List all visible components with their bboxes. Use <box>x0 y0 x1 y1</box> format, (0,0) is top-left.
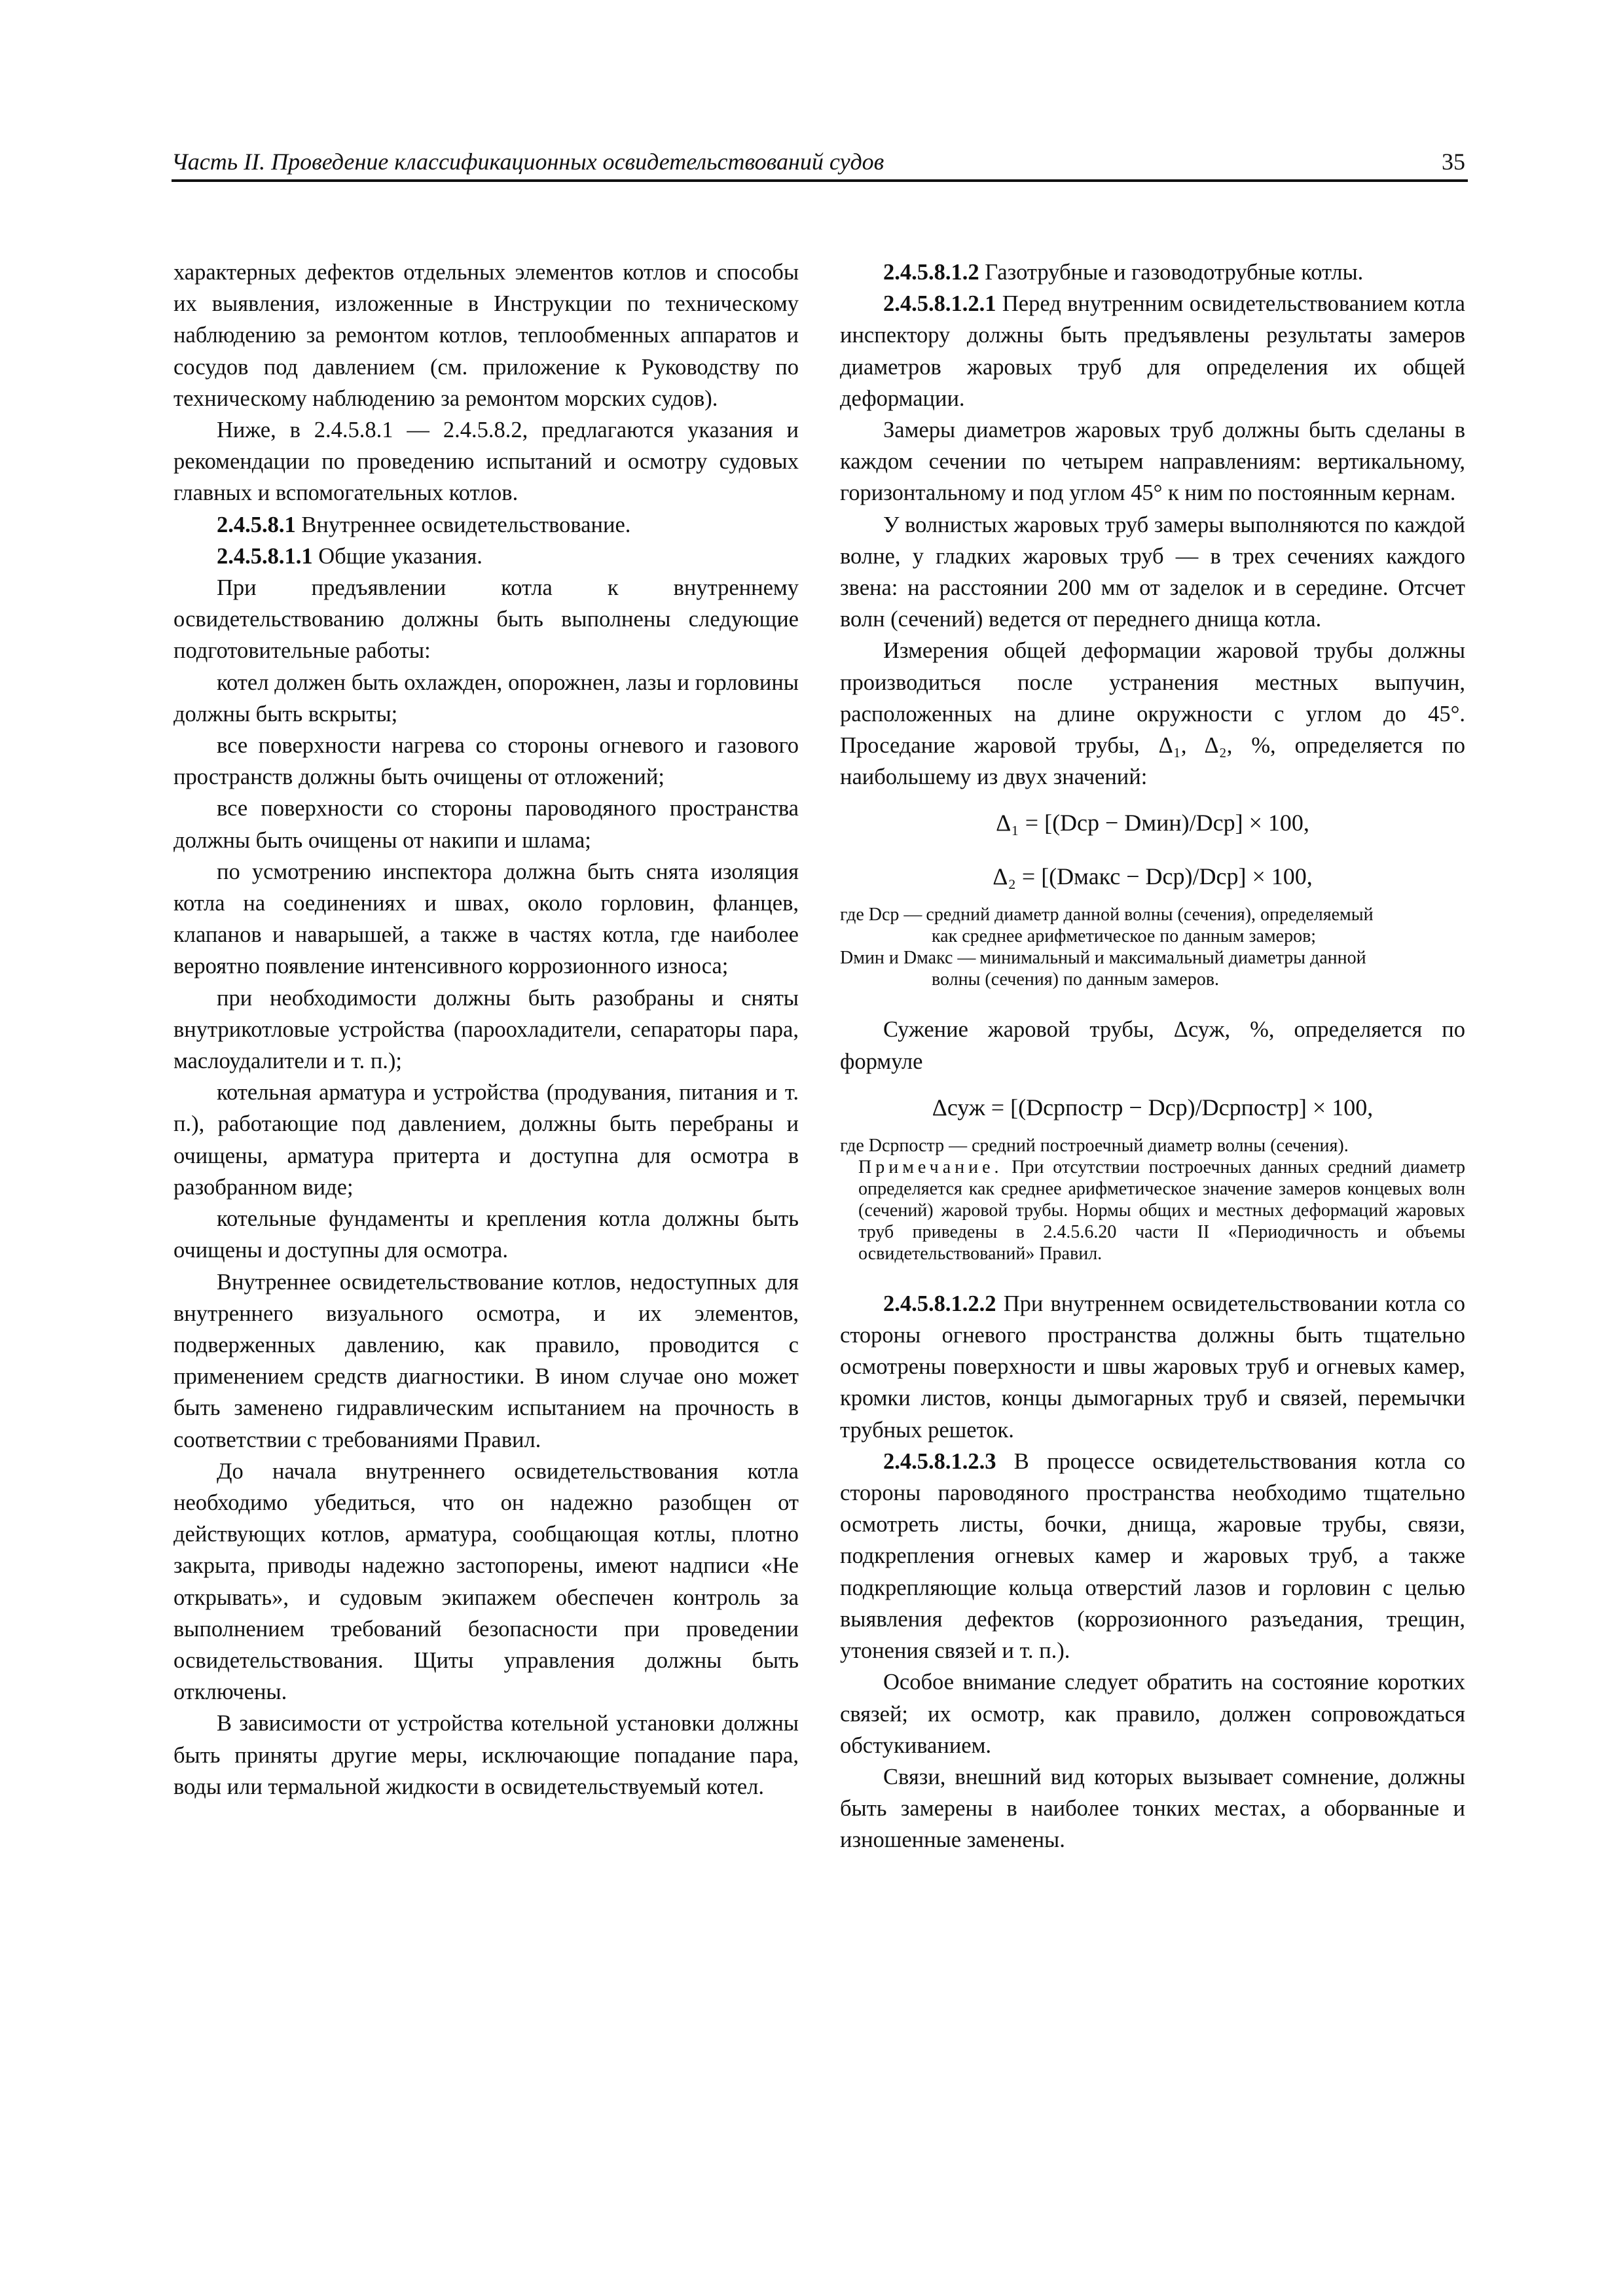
list-item: при необходимости должны быть разобраны и сняты внутрикотловые устройства (пароохладители, сепараторы пара, маслоудалители и т. п.); <box>173 985 799 1074</box>
note-text: При отсутствии построечных данных средний диаметр определяется как среднее арифметическое значение замеров концевых волн (сечений) жаровой трубы. Нормы общих и местных деформаций жаровых труб приведены в 2.4.5.6.20 части II «Периодичность и объемы освидетельствований» Правил. <box>858 1157 1465 1264</box>
left-column <box>173 257 799 1803</box>
section-heading <box>173 509 799 541</box>
formula-narrowing: Δсуж = [(Dсрпостр − Dср)/Dсрпостр] × 100, <box>932 1094 1374 1121</box>
section-number: 2.4.5.8.1 <box>217 512 296 537</box>
right-column <box>840 257 1465 1856</box>
section-number: 2.4.5.8.1.2.1 <box>883 291 996 317</box>
paragraph: Сужение жаровой трубы, Δсуж, %, определяется по формуле <box>840 1017 1465 1074</box>
page-number: 35 <box>1442 149 1465 175</box>
list-item: все поверхности нагрева со стороны огневого и газового пространств должны быть очищены от отложений; <box>173 733 799 790</box>
definition-text: минимальный и максимальный диаметры данной <box>979 948 1366 969</box>
paragraph <box>840 1288 1465 1446</box>
section-number: 2.4.5.8.1.2.2 <box>883 1291 996 1316</box>
paragraph <box>840 288 1465 414</box>
definitions <box>840 904 1465 990</box>
section-number: 2.4.5.8.1.1 <box>217 543 313 569</box>
list-item: котельная арматура и устройства (продувания, питания и т. п.), работающие под давлением, должны быть перебраны и очищены, арматура притерта и доступна для осмотра в разобранном виде; <box>173 1080 799 1200</box>
page-header <box>172 145 1468 182</box>
list-item: по усмотрению инспектора должна быть снята изоляция котла на соединениях и швах, около горловин, фланцев, клапанов и наварышей, а также в частях котла, где наиболее вероятно появление интенсивного коррозионного износа; <box>173 859 799 979</box>
paragraph: Особое внимание следует обратить на состояние коротких связей; их осмотр, как правило, должен сопровождаться обстукиванием. <box>840 1670 1465 1758</box>
paragraph: Связи, внешний вид которых вызывает сомнение, должны быть замерены в наиболее тонких местах, а оборванные и изношенные заменены. <box>840 1764 1465 1853</box>
section-title: Общие указания. <box>312 543 483 569</box>
paragraph: При предъявлении котла к внутреннему освидетельствованию должны быть выполнены следующие подготовительные работы: <box>173 575 799 664</box>
section-heading <box>840 257 1465 288</box>
list-item: котельные фундаменты и крепления котла должны быть очищены и доступны для осмотра. <box>173 1206 799 1263</box>
definition-text: где Dсрпостр — средний построечный диаметр волны (сечения). <box>840 1135 1349 1156</box>
definition-term: где Dср — <box>840 905 922 925</box>
paragraph-text: Перед внутренним освидетельствованием котла инспектору должны быть предъявлены результаты замеров диаметров жаровых труб для определения их общей деформации. <box>840 291 1465 411</box>
paragraph-text: В процессе освидетельствования котла со стороны пароводяного пространства необходимо тщательно осмотреть листы, бочки, днища, жаровые трубы, связи, подкрепления огневых камер и жаровых труб, а также подкрепляющие кольца отверстий лазов и горловин с целью выявления дефектов (коррозионного разъедания, трещин, утонения связей и т. п.). <box>840 1448 1465 1664</box>
paragraph: Замеры диаметров жаровых труб должны быть сделаны в каждом сечении по четырем направлениям: вертикальному, горизонтальному и под углом 45° к ним по постоянным кернам. <box>840 418 1465 506</box>
paragraph <box>840 1446 1465 1666</box>
note-label: Примечание. <box>858 1157 1003 1177</box>
section-title: Газотрубные и газоводотрубные котлы. <box>979 260 1364 285</box>
list-item: все поверхности со стороны пароводяного пространства должны быть очищены от накипи и шлама; <box>173 796 799 853</box>
definition-text: как среднее арифметическое по данным замеров; <box>932 926 1317 947</box>
formula-delta1: Δ₁ = [(Dср − Dмин)/Dср] × 100, <box>996 810 1309 836</box>
paragraph-text: При внутреннем освидетельствовании котла со стороны огневого пространства должны быть тщательно осмотрены поверхности и швы жаровых труб и огневых камер, кромки листов, концы дымогарных труб и связей, перемычки трубных решеток. <box>840 1291 1465 1443</box>
section-number: 2.4.5.8.1.2.3 <box>883 1448 996 1474</box>
paragraph: У волнистых жаровых труб замеры выполняются по каждой волне, у гладких жаровых труб — в трех сечениях каждого звена: на расстоянии 200 мм от заделок и в середине. Отсчет волн (сечений) ведется от переднего днища котла. <box>840 512 1465 632</box>
definition-term: Dмин и Dмакс — <box>840 948 976 969</box>
list-item: котел должен быть охлажден, опорожнен, лазы и горловины должны быть вскрыты; <box>173 670 799 726</box>
section-title: Внутреннее освидетельствование. <box>295 512 631 537</box>
definition-text: средний диаметр данной волны (сечения), определяемый <box>926 905 1374 925</box>
section-number: 2.4.5.8.1.2 <box>883 260 979 285</box>
formula-delta2: Δ₂ = [(Dмакс − Dср)/Dср] × 100, <box>993 863 1313 890</box>
paragraph: До начала внутреннего освидетельствования котла необходимо убедиться, что он надежно разобщен от действующих котлов, арматура, сообщающая котлы, плотно закрыта, приводы надежно застопорены, имеют надписи «Не открывать», и судовым экипажем обеспечен контроль за выполнением требований безопасности при проведении освидетельствования. Щиты управления должны быть отключены. <box>173 1458 799 1705</box>
paragraph: Измерения общей деформации жаровой трубы должны производиться после устранения местных выпучин, расположенных на длине окружности с углом до 45°. Проседание жаровой трубы, Δ₁, Δ₂, %, определяется по наибольшему из двух значений: <box>840 638 1465 790</box>
definition-text: волны (сечения) по данным замеров. <box>932 969 1219 990</box>
section-heading <box>173 541 799 572</box>
running-title: Часть II. Проведение классификационных освидетельствований судов <box>172 149 884 175</box>
note <box>840 1157 1465 1265</box>
paragraph: Внутреннее освидетельствование котлов, недоступных для внутреннего визуального осмотра, и их элементов, подверженных давлению, как правило, проводится с применением средств диагностики. В ином случае оно может быть заменено гидравлическим испытанием на прочность в соответствии с требованиями Правил. <box>173 1269 799 1452</box>
paragraph: Ниже, в 2.4.5.8.1 — 2.4.5.8.2, предлагаются указания и рекомендации по проведению испытаний и осмотру судовых главных и вспомогательных котлов. <box>173 418 799 506</box>
paragraph: В зависимости от устройства котельной установки должны быть приняты другие меры, исключающие попадание пара, воды или термальной жидкости в освидетельствуемый котел. <box>173 1711 799 1799</box>
paragraph: характерных дефектов отдельных элементов котлов и способы их выявления, изложенные в Инструкции по техническому наблюдению за ремонтом котлов, теплообменных аппаратов и сосудов под давлением (см. приложение к Руководству по техническому наблюдению за ремонтом морских судов). <box>173 260 799 411</box>
